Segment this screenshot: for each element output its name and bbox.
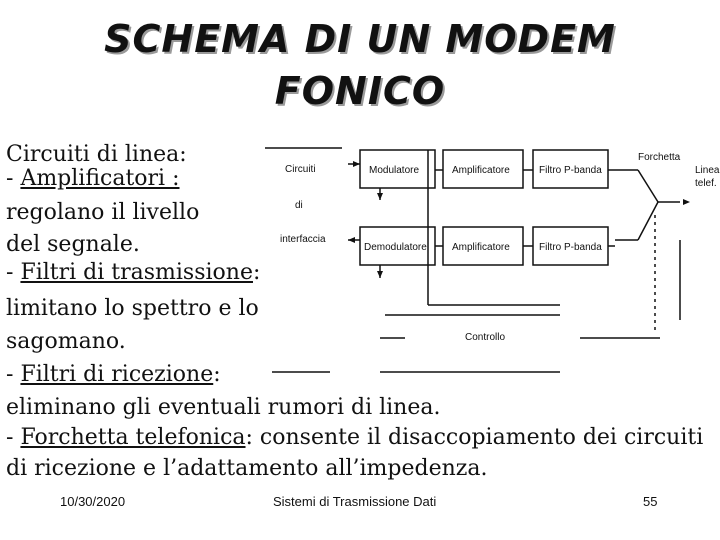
term-amplificatori: Amplificatori :	[20, 166, 180, 191]
label-di: di	[295, 200, 303, 211]
term-filtri-trasmissione: Filtri di trasmissione	[20, 260, 253, 285]
label-controllo: Controllo	[465, 332, 506, 343]
arrow-icon	[377, 193, 383, 200]
text-forchetta-heading	[6, 423, 703, 453]
label-telef: telef.	[695, 178, 717, 189]
text-filtri-trasmissione-heading	[6, 258, 260, 288]
forchetta-desc-1: : consente il disaccopiamento dei circuiti	[245, 425, 704, 450]
fork-diagonal	[638, 170, 658, 202]
arrow-icon	[348, 237, 355, 243]
label-amplificatore-tx: Amplificatore	[452, 165, 510, 176]
arrow-icon	[683, 199, 690, 205]
bullet-dash: -	[6, 260, 21, 285]
label-interfaccia: interfaccia	[280, 234, 326, 245]
colon: :	[252, 260, 261, 285]
arrow-icon	[353, 161, 360, 167]
footer-page-number: 55	[643, 494, 658, 509]
slide-title-line-1: SCHEMA DI UN MODEM	[104, 17, 616, 61]
slide-title-line-2: FONICO	[274, 69, 446, 113]
text-circuiti-linea: Circuiti di linea:	[6, 142, 187, 167]
footer-course: Sistemi di Trasmissione Dati	[273, 494, 437, 509]
colon: :	[213, 362, 221, 387]
label-filtro-tx: Filtro P-banda	[539, 165, 602, 176]
bullet-dash: -	[6, 166, 21, 191]
label-filtro-rx: Filtro P-banda	[539, 242, 602, 253]
text-filtri-trasmissione-desc-1: limitano lo spettro e lo	[6, 296, 259, 321]
term-filtri-ricezione: Filtri di ricezione	[20, 362, 214, 387]
label-linea: Linea	[695, 165, 720, 176]
label-amplificatore-rx: Amplificatore	[452, 242, 510, 253]
text-amplificatori-heading	[6, 164, 180, 194]
fork-diagonal-lower	[638, 202, 658, 240]
label-modulatore: Modulatore	[369, 165, 420, 176]
bullet-dash: -	[6, 362, 21, 387]
text-amplificatori-desc-2: del segnale.	[6, 232, 140, 257]
text-forchetta-desc-2: di ricezione e l’adattamento all’impedenza.	[6, 456, 488, 481]
text-amplificatori-desc-1: regolano il livello	[6, 200, 200, 225]
text-filtri-trasmissione-desc-2: sagomano.	[6, 329, 126, 354]
text-filtri-ricezione-heading	[6, 360, 221, 390]
label-demodulatore: Demodulatore	[364, 242, 427, 253]
footer-date: 10/30/2020	[60, 494, 126, 509]
term-forchetta-telefonica: Forchetta telefonica	[20, 425, 246, 450]
modem-block-diagram	[260, 140, 720, 380]
label-forchetta: Forchetta	[638, 152, 681, 163]
text-filtri-ricezione-desc: eliminano gli eventuali rumori di linea.	[6, 395, 441, 420]
bullet-dash: -	[6, 425, 21, 450]
label-circuiti: Circuiti	[285, 164, 316, 175]
arrow-icon	[377, 271, 383, 278]
